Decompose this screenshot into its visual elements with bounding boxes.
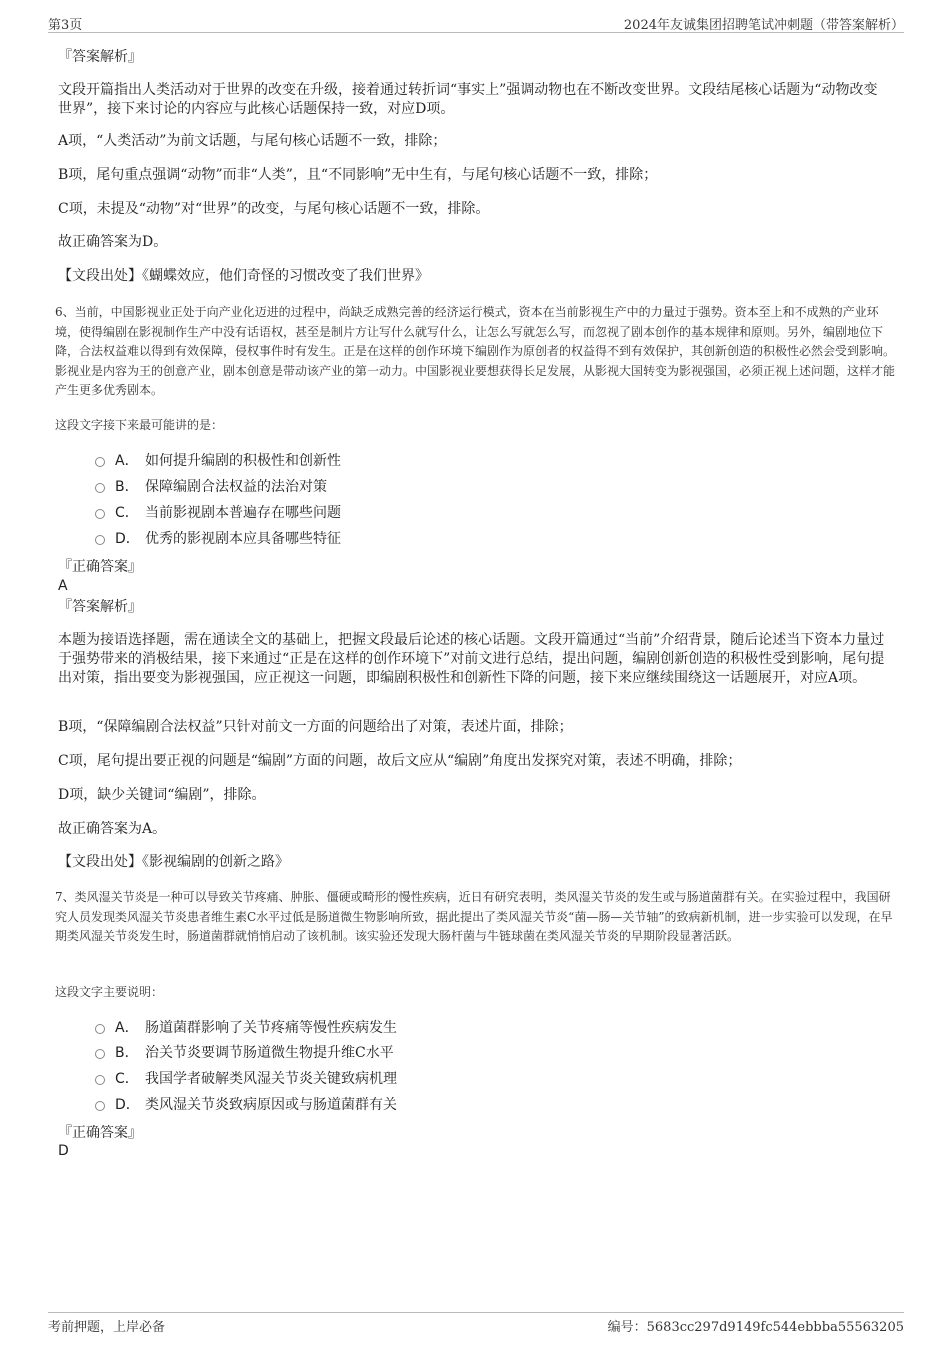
correct-answer: D — [58, 1143, 69, 1159]
analysis-paragraph: B项，尾句重点强调“动物”而非“人类”，且“不同影响”无中生有，与尾句核心话题不一致，排除； — [58, 167, 658, 183]
radio-icon[interactable] — [95, 483, 105, 493]
correct-answer: A — [58, 578, 68, 594]
document-title: 2024年友诚集团招聘笔试冲刺题（带答案解析） — [623, 18, 904, 33]
analysis-paragraph: C项，尾句提出要正视的问题是“编剧”方面的问题，故后文应从“编剧”角度出发探究对策，表述不明确，排除； — [58, 753, 742, 769]
document-id: 编号：5683cc297d9149fc544ebbba55563205 — [607, 1320, 904, 1335]
option-c[interactable]: C． 当前影视剧本普遍存在哪些问题 — [95, 503, 341, 523]
analysis-label: 『答案解析』 — [58, 49, 142, 65]
option-b[interactable]: B． 治关节炎要调节肠道微生物提升维C水平 — [95, 1043, 394, 1063]
analysis-paragraph: C项，未提及“动物”对“世界”的改变，与尾句核心话题不一致，排除。 — [58, 201, 490, 217]
analysis-paragraph: 故正确答案为A。 — [58, 821, 167, 837]
page-footer — [48, 1312, 904, 1339]
option-d[interactable]: D． 优秀的影视剧本应具备哪些特征 — [95, 529, 341, 549]
analysis-paragraph: D项，缺少关键词“编剧”，排除。 — [58, 787, 266, 803]
option-a[interactable]: A． 肠道菌群影响了关节疼痛等慢性疾病发生 — [95, 1018, 397, 1038]
analysis-paragraph: 本题为接语选择题，需在通读全文的基础上，把握文段最后论述的核心话题。文段开篇通过“当前”介绍背景，随后论述当下资本力量过于强势带来的消极结果，接下来通过“正是在这样的创作环境下”对前文进行总结，提出问题，编剧创新创造的积极性受到影响，尾句提出对策，指出要变为影视强国，应正视这一问题，即编剧积极性和创新性下降的问题，接下来应继续围绕这一话题展开，对应A项。 — [58, 632, 885, 686]
page-header — [48, 12, 904, 33]
option-d[interactable]: D． 类风湿关节炎致病原因或与肠道菌群有关 — [95, 1095, 397, 1115]
radio-icon[interactable] — [95, 1024, 105, 1034]
analysis-paragraph: 故正确答案为D。 — [58, 234, 168, 250]
radio-icon[interactable] — [95, 509, 105, 519]
source-citation: 【文段出处】《蝴蝶效应，他们奇怪的习惯改变了我们世界》 — [58, 268, 429, 284]
answer-label: 『正确答案』 — [58, 559, 142, 575]
question-prompt: 这段文字接下来最可能讲的是： — [55, 418, 224, 432]
analysis-paragraph: B项，“保障编剧合法权益”只针对前文一方面的问题给出了对策，表述片面，排除； — [58, 719, 573, 735]
radio-icon[interactable] — [95, 1075, 105, 1085]
radio-icon[interactable] — [95, 1049, 105, 1059]
question-stem: 7、类风湿关节炎是一种可以导致关节疼痛、肿胀、僵硬或畸形的慢性疾病，近日有研究表明，类风湿关节炎的发生或与肠道菌群有关。在实验过程中，我国研究人员发现类风湿关节炎患者维生素C水平过低是肠道微生物影响所致，据此提出了类风湿关节炎“菌—肠—关节轴”的致病新机制，进一步实验可以发现，在早期类风湿关节炎发生时，肠道菌群就悄悄启动了该机制。该实验还发现大肠杆菌与牛链球菌在类风湿关节炎的早期阶段显著活跃。 — [55, 890, 893, 943]
radio-icon[interactable] — [95, 457, 105, 467]
analysis-paragraph: 文段开篇指出人类活动对于世界的改变在升级，接着通过转折词“事实上”强调动物也在不断改变世界。文段结尾核心话题为“动物改变世界”，接下来讨论的内容应与此核心话题保持一致，对应D项。 — [58, 82, 878, 117]
answer-label: 『正确答案』 — [58, 1125, 142, 1141]
analysis-paragraph: A项，“人类活动”为前文话题，与尾句核心话题不一致，排除； — [58, 133, 447, 149]
radio-icon[interactable] — [95, 1101, 105, 1111]
question-prompt: 这段文字主要说明： — [55, 985, 164, 999]
page-number: 第3页 — [48, 18, 83, 33]
option-b[interactable]: B． 保障编剧合法权益的法治对策 — [95, 477, 327, 497]
option-a[interactable]: A． 如何提升编剧的积极性和创新性 — [95, 451, 341, 471]
analysis-label: 『答案解析』 — [58, 599, 142, 615]
question-stem: 6、当前，中国影视业正处于向产业化迈进的过程中，尚缺乏成熟完善的经济运行模式，资本在当前影视生产中的力量过于强势。资本至上和不成熟的产业环境，使得编剧在影视制作生产中没有话语权，甚至是制片方让写什么就写什么，让怎么写就怎么写，而忽视了剧本创作的基本规律和原则。另外，编剧地位下降，合法权益难以得到有效保障，侵权事件时有发生。正是在这样的创作环境下编剧作为原创者的权益得不到有效保护，其创新创造的积极性必然会受到影响。影视业是内容为王的创意产业，剧本创意是带动该产业的第一动力。中国影视业要想获得长足发展，从影视大国转变为影视强国，必须正视上述问题，这样才能产生更多优秀剧本。 — [55, 305, 896, 397]
option-c[interactable]: C． 我国学者破解类风湿关节炎关键致病机理 — [95, 1069, 397, 1089]
source-citation: 【文段出处】《影视编剧的创新之路》 — [58, 854, 289, 870]
footer-slogan: 考前押题，上岸必备 — [48, 1320, 166, 1335]
radio-icon[interactable] — [95, 535, 105, 545]
